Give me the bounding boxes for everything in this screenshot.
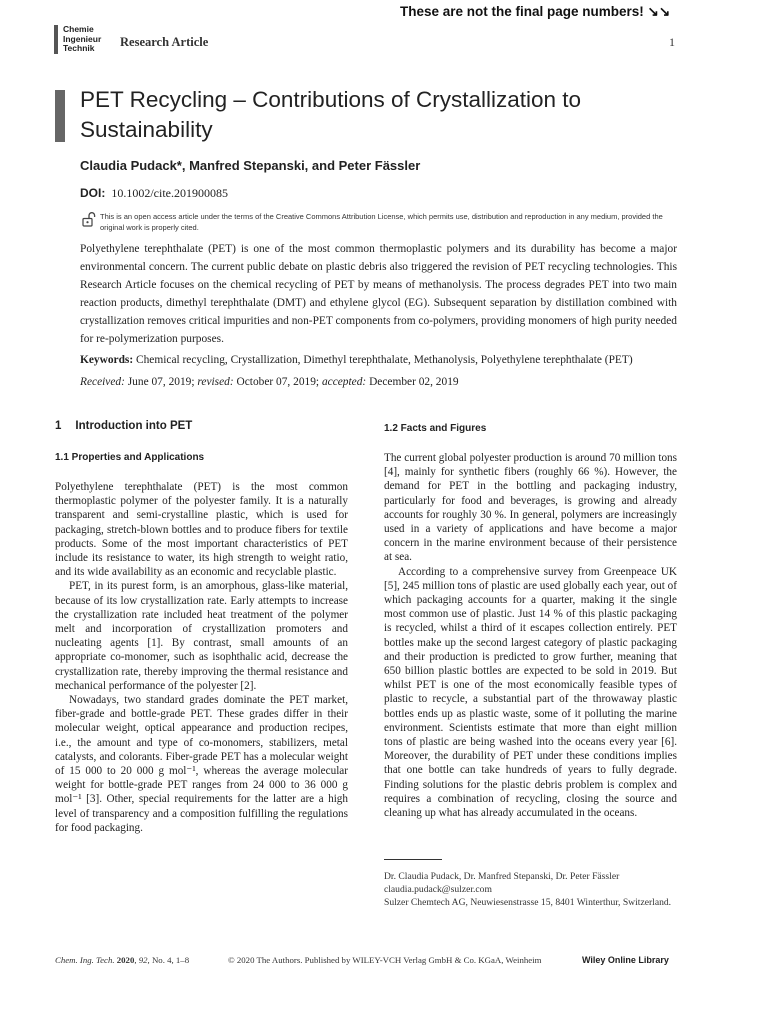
- paragraph: The current global polyester production is around 70 million tons [4], mainly for synthetic fibers (roughly 66 %). However, the demand for PET in the bottling and packaging industry, particularly for food and beverages, is growing and already accounts for roughly 30 %. In general, polymers are increasingly used in a variety of applications and have become a major concern in the marine environment because of their persistence at sea.: [384, 452, 677, 564]
- footer-journal: Chem. Ing. Tech.: [55, 955, 115, 965]
- article-title: PET Recycling – Contributions of Crystallization to Sustainability: [80, 87, 582, 142]
- journal-logo-line: Ingenieur: [63, 33, 102, 44]
- received-date: June 07, 2019;: [127, 376, 195, 388]
- keywords-list: Chemical recycling, Crystallization, Dimethyl terephthalate, Methanolysis, Polyethylene terephthalate (PET): [136, 354, 633, 366]
- author-list: Claudia Pudack*, Manfred Stepanski, and Peter Fässler: [80, 158, 421, 173]
- open-access-notice: This is an open access article under the terms of the Creative Commons Attribution License, which permits use, distribution and reproduction in any medium, provided the original work is properly cited.: [100, 212, 663, 232]
- footnote-email[interactable]: claudia.pudack@sulzer.com: [384, 884, 492, 895]
- subsection-heading: 1.1 Properties and Applications: [55, 452, 205, 463]
- accepted-label: accepted:: [321, 376, 367, 388]
- section-number: 1: [55, 420, 62, 432]
- page-number-notice: These are not the final page numbers! ↘↘: [400, 4, 671, 19]
- paragraph: Polyethylene terephthalate (PET) is the most common thermoplastic polymer of the polyester family. It is a naturally transparent and semi-crystalline plastic, which is used for packaging, stretch-blown bottles and to produce fibers for textile products. Some of the most important characteristics of PET include its resistance to water, its high strength to weight ratio, and its wide availability as an economic and recyclable plastic.: [55, 481, 348, 579]
- abstract: Polyethylene terephthalate (PET) is one of the most common thermoplastic polymers and its durability has become a major environmental concern. The current public debate on plastic debris also triggered the revision of PET recycling technologies. This Research Article focuses on the chemical recycling of PET by means of methanolysis. The process degrades PET into two main reaction products, dimethyl terephthalate (DMT) and ethylene glycol (EG). Subsequent separation by distillation combined with crystallization removes critical impurities and non-PET components from co-polymers, providing monomers of high purity needed for re-polymerization purposes.: [80, 243, 677, 345]
- footer-year: 2020: [116, 955, 135, 965]
- received-label: Received:: [80, 376, 125, 388]
- paragraph: Nowadays, two standard grades dominate the PET market, fiber-grade and bottle-grade PET. These grades differ in their molecular weight, optical appearance and production recipes, i.e., the amount and type of co-monomers, stabilizers, metal catalysts, and colorants. Fiber-grade PET has a molecular weight of 15 000 to 20 000 g mol⁻¹, whereas the average molecular weight for bottle-grade PET ranges from 24 000 to 36 000 g mol⁻¹ [3]. Other, special requirements for the latter are a high level of transparency and a composition fulfilling the regulations for food packaging.: [55, 694, 348, 834]
- copyright-footer: © 2020 The Authors. Published by WILEY-VCH Verlag GmbH & Co. KGaA, Weinheim: [228, 955, 542, 965]
- section-heading: [55, 420, 192, 432]
- journal-logo-line: Technik: [63, 43, 95, 53]
- doi: [80, 186, 228, 201]
- citation-footer: Chem. Ing. Tech. 2020, 92, No. 4, 1–8: [55, 955, 190, 965]
- open-lock-icon: [82, 212, 96, 227]
- footnote-names: Dr. Claudia Pudack, Dr. Manfred Stepanski, Dr. Peter Fässler: [384, 871, 620, 882]
- author-footnote: [384, 870, 678, 909]
- footer-volume: 92: [138, 955, 148, 965]
- footnote-divider: [384, 859, 442, 860]
- keywords: [80, 354, 680, 366]
- left-column-text: [55, 480, 348, 835]
- footer-issue-pages: , No. 4, 1–8: [147, 955, 190, 965]
- title-accent-bar: [55, 90, 65, 142]
- journal-logo: [54, 25, 124, 54]
- paragraph: PET, in its purest form, is an amorphous, glass-like material, because of its low crystallization rate. Early attempts to increase the crystallization rate included heat treatment of the polymer melt and incorporation of crystallization promoters and nucleating agents [1]. By contrast, small amounts of an appropriate co-monomer, such as isophthalic acid, decrease the crystallization rate, thereby improving the thermal resistance and mechanical performance of the polyester [2].: [55, 580, 348, 692]
- page-number: 1: [669, 35, 675, 49]
- paragraph: According to a comprehensive survey from Greenpeace UK [5], 245 million tons of plastic are used globally each year, out of which packaging accounts for a quarter, making it the single most common use of plastic. Just 14 % of this plastic packaging is recycled, whilst a third of it escapes collection entirely. PET bottles make up the second largest category of plastic packaging and their production is predicted to grow further, meaning that 650 billion plastic bottles are expected to be sold in 2019. But whilst PET is one of the most economically feasible types of plastic to recycle, a substantial part of the throwaway plastic bottles ends up as plastic waste, some of it polluting the marine environment. Scientists estimate that more than eight million tons of plastic are being washed into the oceans every year [6]. Moreover, the durability of PET under these conditions implies that one bottle can take hundreds of years to fully degrade. Finding solutions for the plastic debris problem is complex and requires a combination of recycling, closing the source and cleaning up what has already accumulated in the oceans.: [384, 565, 677, 820]
- revised-date: October 07, 2019;: [236, 376, 320, 388]
- article-type: Research Article: [120, 35, 209, 49]
- doi-link[interactable]: 10.1002/cite.201900085: [111, 186, 228, 200]
- footnote-address: Sulzer Chemtech AG, Neuwiesenstrasse 15, 8401 Winterthur, Switzerland.: [384, 897, 672, 908]
- section-title: Introduction into PET: [75, 420, 193, 432]
- doi-label: DOI:: [80, 186, 106, 200]
- right-column-text: [384, 451, 677, 820]
- accepted-date: December 02, 2019: [369, 376, 459, 388]
- article-dates: [80, 376, 459, 388]
- wiley-brand: Wiley Online Library: [582, 955, 669, 965]
- subsection-heading: 1.2 Facts and Figures: [384, 423, 487, 434]
- journal-logo-line: Chemie: [63, 24, 94, 34]
- keywords-label: Keywords:: [80, 354, 134, 366]
- revised-label: revised:: [197, 376, 234, 388]
